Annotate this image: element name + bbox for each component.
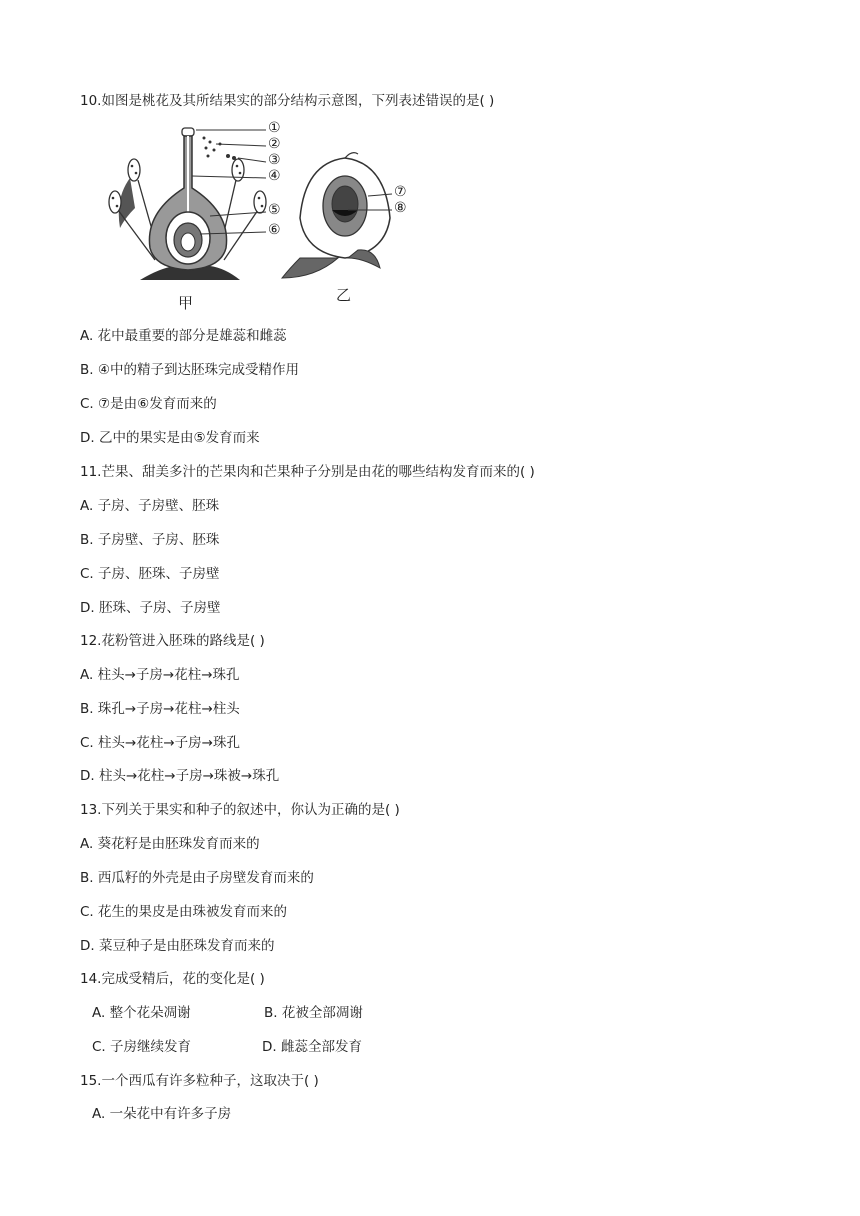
q13-option-b: B. 西瓜籽的外壳是由子房壁发育而来的 (80, 870, 314, 886)
q14-option-b: B. 花被全部凋谢 (264, 1005, 363, 1021)
question-12-stem: 12.花粉管进入胚珠的路线是( ) (80, 633, 265, 649)
q13-option-a: A. 葵花籽是由胚珠发育而来的 (80, 836, 260, 852)
figure-caption-jia: 甲 (178, 294, 194, 312)
q12-option-d: D. 柱头→花柱→子房→珠被→珠孔 (80, 768, 280, 784)
question-11-stem: 11.芒果、甜美多汁的芒果肉和芒果种子分别是由花的哪些结构发育而来的( ) (80, 464, 535, 480)
label-2: ② (268, 136, 281, 152)
q14-option-d: D. 雌蕊全部发育 (262, 1039, 362, 1055)
q12-option-c: C. 柱头→花柱→子房→珠孔 (80, 735, 240, 751)
label-6: ⑥ (268, 222, 281, 238)
q10-option-c: C. ⑦是由⑥发育而来的 (80, 396, 217, 412)
q11-option-b: B. 子房壁、子房、胚珠 (80, 532, 220, 548)
label-4: ④ (268, 168, 281, 184)
question-14-stem: 14.完成受精后，花的变化是( ) (80, 971, 265, 987)
label-3: ③ (268, 152, 281, 168)
q11-option-d: D. 胚珠、子房、子房壁 (80, 600, 221, 616)
q14-option-a: A. 整个花朵凋谢 (92, 1005, 191, 1021)
q10-option-d: D. 乙中的果实是由⑤发育而来 (80, 430, 260, 446)
figure-caption-yi: 乙 (336, 286, 352, 304)
flower-diagram (100, 118, 420, 318)
question-13-stem: 13.下列关于果实和种子的叙述中，你认为正确的是( ) (80, 802, 400, 818)
q10-option-a: A. 花中最重要的部分是雄蕊和雌蕊 (80, 328, 287, 344)
q13-option-c: C. 花生的果皮是由珠被发育而来的 (80, 904, 288, 920)
question-10-stem: 10.如图是桃花及其所结果实的部分结构示意图，下列表述错误的是( ) (80, 93, 495, 109)
flower-structure (109, 128, 266, 280)
q10-option-b: B. ④中的精子到达胚珠完成受精作用 (80, 362, 299, 378)
q11-option-c: C. 子房、胚珠、子房壁 (80, 566, 220, 582)
flower-fruit-figure (100, 118, 420, 318)
q13-option-d: D. 菜豆种子是由胚珠发育而来的 (80, 938, 275, 954)
q12-option-a: A. 柱头→子房→花柱→珠孔 (80, 667, 240, 683)
label-5: ⑤ (268, 202, 281, 218)
q15-option-a: A. 一朵花中有许多子房 (92, 1106, 232, 1122)
label-1: ① (268, 120, 281, 136)
q11-option-a: A. 子房、子房壁、胚珠 (80, 498, 220, 514)
label-8: ⑧ (394, 200, 407, 216)
q14-option-c: C. 子房继续发育 (92, 1039, 192, 1055)
question-15-stem: 15.一个西瓜有许多粒种子，这取决于( ) (80, 1073, 319, 1089)
label-7: ⑦ (394, 184, 407, 200)
q12-option-b: B. 珠孔→子房→花柱→柱头 (80, 701, 240, 717)
fruit-structure (282, 153, 392, 278)
